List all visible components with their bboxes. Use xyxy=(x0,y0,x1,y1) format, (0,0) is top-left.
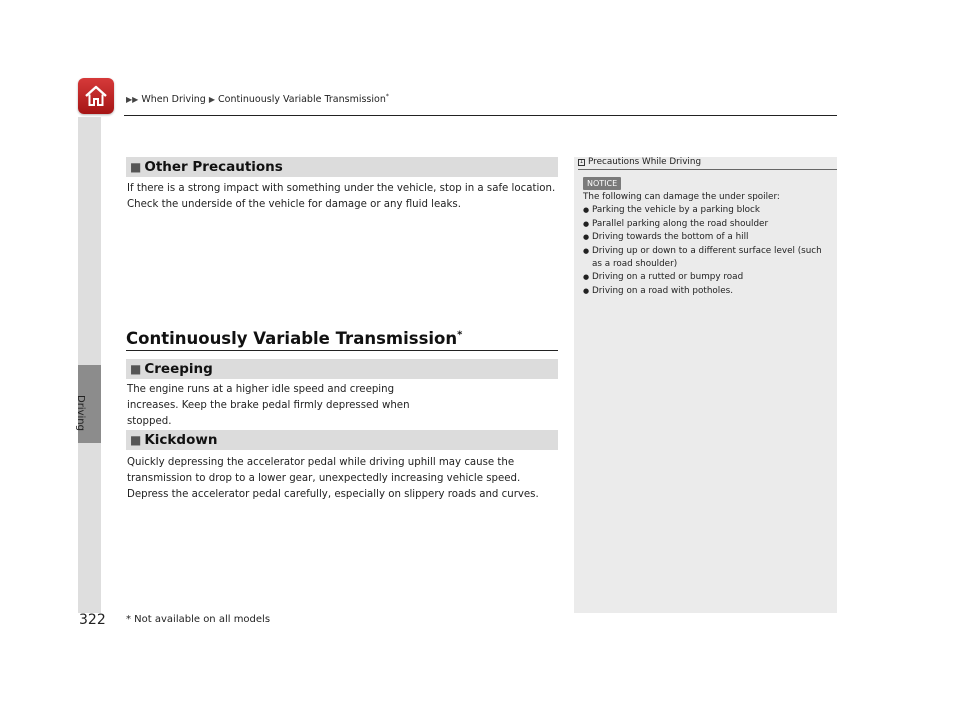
section-heading-creeping: ■ Creeping xyxy=(126,359,558,379)
home-button[interactable] xyxy=(78,78,114,114)
creeping-text: The engine runs at a higher idle speed and creeping increases. Keep the brake pedal firmly depressed when stopped. xyxy=(127,384,410,427)
breadcrumb-arrow-icon: ▶ xyxy=(208,95,216,105)
section-heading-other-precautions: ■ Other Precautions xyxy=(126,157,558,177)
breadcrumb-arrow-icon: ▶▶ xyxy=(126,95,139,105)
notice-badge: NOTICE xyxy=(583,177,621,190)
page-title: Continuously Variable Transmission* xyxy=(126,329,463,348)
home-icon xyxy=(82,82,110,110)
sidebar-content xyxy=(583,191,833,298)
sidebar-divider xyxy=(578,169,837,170)
square-bullet-icon: ■ xyxy=(130,160,142,174)
list-item: ● Driving towards the bottom of a hill xyxy=(583,231,833,244)
square-bullet-icon: ■ xyxy=(130,362,142,376)
section-heading-kickdown: ■ Kickdown xyxy=(126,430,558,450)
square-bullet-icon: ■ xyxy=(130,433,142,447)
side-tab-inactive xyxy=(78,117,101,365)
breadcrumb-star: * xyxy=(385,93,389,100)
side-tab-inactive xyxy=(78,443,101,613)
breadcrumb-item-when-driving[interactable]: When Driving xyxy=(141,94,206,106)
title-divider xyxy=(126,350,558,351)
header-divider xyxy=(124,115,837,116)
page-number: 322 xyxy=(79,612,106,628)
list-item: ● Driving on a road with potholes. xyxy=(583,285,833,298)
list-item: ● Driving on a rutted or bumpy road xyxy=(583,271,833,284)
sidebar-title: 1 Precautions While Driving xyxy=(579,157,702,167)
list-item: ● Driving up or down to a different surface level (such as a road shoulder) xyxy=(583,245,833,272)
list-item: ● Parking the vehicle by a parking block xyxy=(583,204,833,217)
other-precautions-text: If there is a strong impact with something under the vehicle, stop in a safe location. Check the underside of the vehicle for damage or any fluid leaks. xyxy=(127,183,556,210)
list-item: ● Parallel parking along the road shoulder xyxy=(583,218,833,231)
side-tab-label: Driving xyxy=(75,395,86,431)
footnote: * Not available on all models xyxy=(126,614,271,625)
kickdown-text: Quickly depressing the accelerator pedal while driving uphill may cause the transmission to drop to a lower gear, unexpectedly increasing vehicle speed. Depress the accelerator pedal carefully, especially on slippery roads and curves. xyxy=(127,457,539,500)
breadcrumb-item-cvt[interactable]: Continuously Variable Transmission xyxy=(218,94,386,106)
breadcrumb xyxy=(126,93,389,105)
reference-number-icon: 1 xyxy=(579,159,584,165)
sidebar-intro: The following can damage the under spoiler: xyxy=(583,192,780,202)
sidebar-list xyxy=(583,204,833,298)
